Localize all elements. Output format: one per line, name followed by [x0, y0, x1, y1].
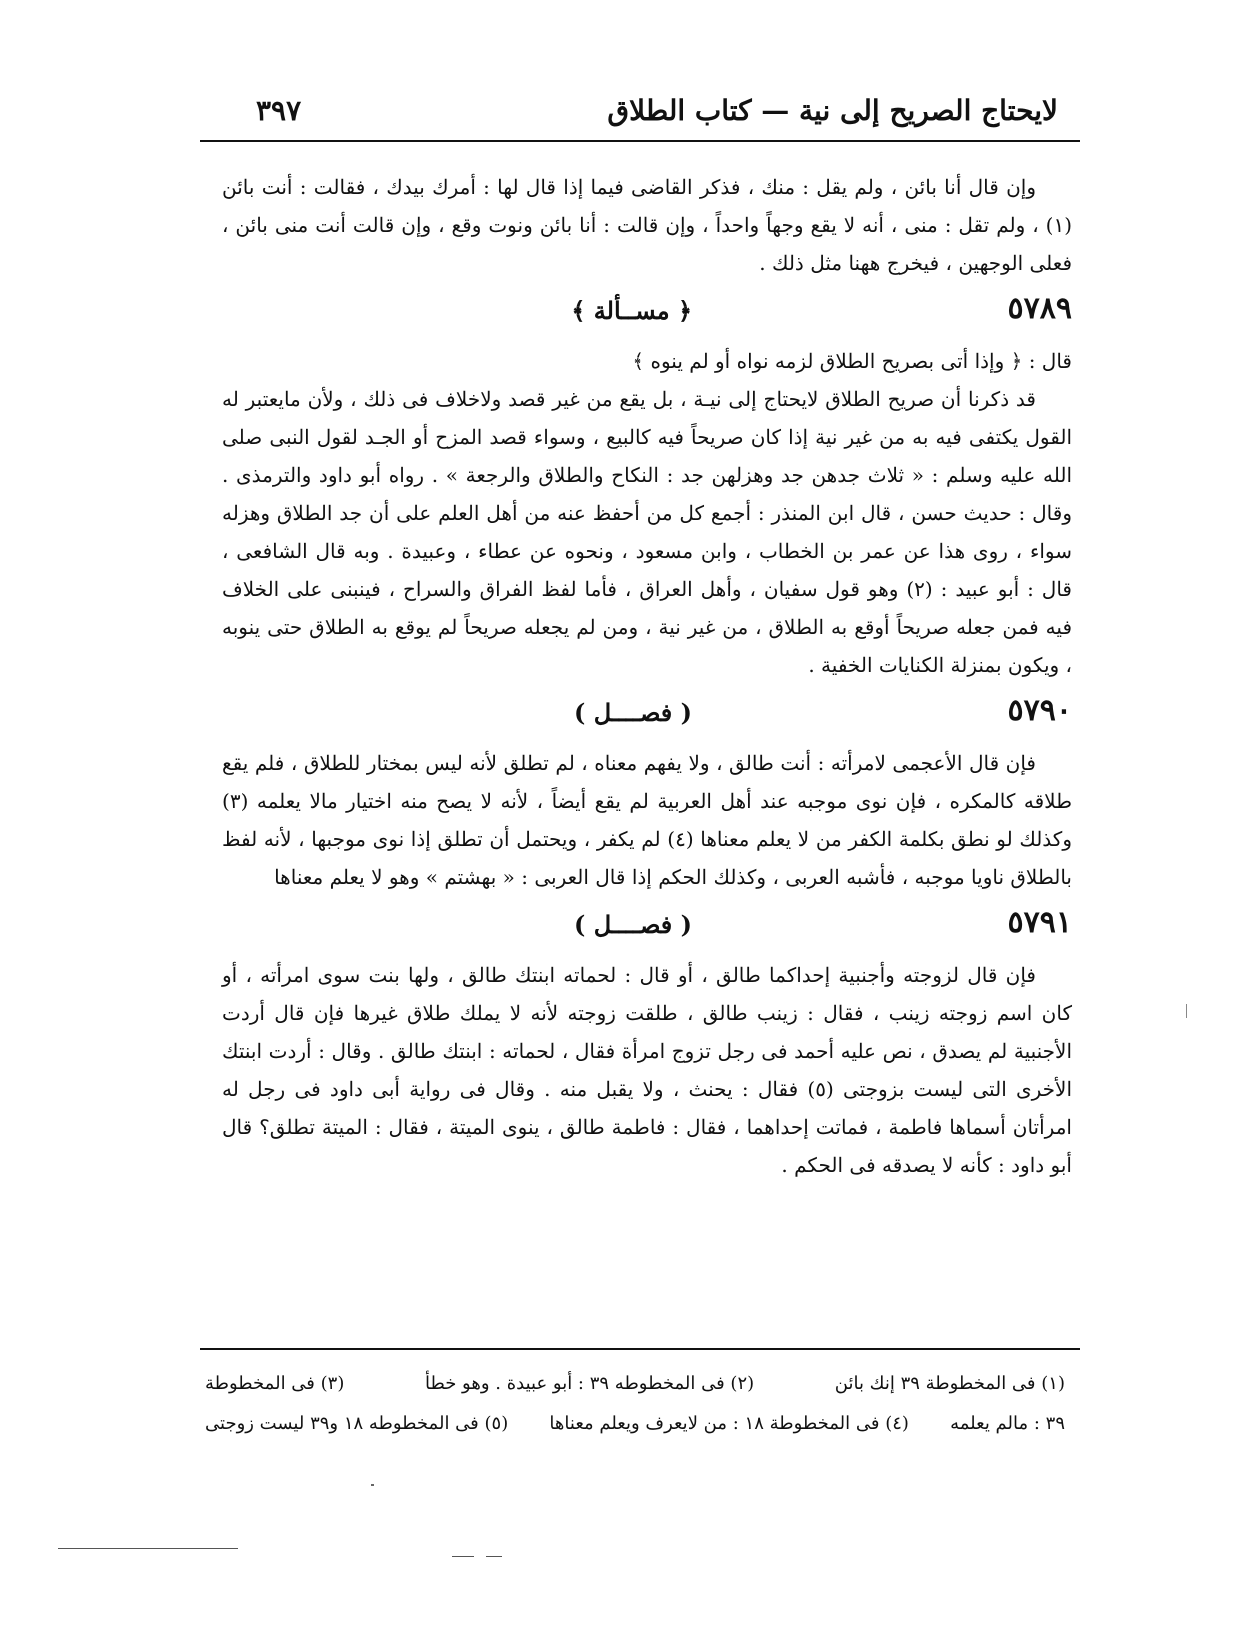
paragraph-fasl-1: فإن قال الأعجمى لامرأته : أنت طالق ، ولا يفهم معناه ، لم تطلق لأنه ليس بمختار للطلاق ، فلم يقع طلاقه كالمكره ، فإن نوى موجبه عند أهل العربية لم يقع أيضاً ، لأنه لا يصح منه اختيار مالا يعلمه (٣) وكذلك لو نطق بكلمة الكفر من لا يعلم معناها (٤) لم يكفر ، ويحتمل أن تطلق إذا نوى موجبها ، لأنه لفظ بالطلاق ناويا موجبه ، فأشبه العربى ، وكذلك الحكم إذا قال العربى : « بهشتم » وهو لا يعلم معناها: [222, 751, 1072, 889]
section-heading: ( فصــــل ): [573, 910, 692, 939]
bottom-dash: [486, 1556, 502, 1557]
footnote-1: (١) فى المخطوطة ٣٩ إنك بائن: [834, 1373, 1065, 1394]
bottom-dash: [452, 1556, 474, 1557]
footnote-2: (٢) فى المخطوطه ٣٩ : أبو عبيدة . وهو خطأ: [424, 1373, 755, 1394]
page-number: ٣٩٧: [256, 94, 302, 127]
section-heading: ﴿ مســألة ﴾: [571, 296, 692, 325]
section-heading: ( فصــــل ): [573, 698, 692, 727]
footnote-4: (٤) فى المخطوطة ١٨ : من لايعرف ويعلم معناها: [549, 1413, 909, 1434]
footnote-line: [205, 1404, 1065, 1444]
footnote-rule: [200, 1348, 1080, 1350]
page-header: [248, 88, 1078, 136]
paragraph-fasl-2: فإن قال لزوجته وأجنبية إحداكما طالق ، أو قال : لحماته ابنتك طالق ، ولها بنت سوى امرأته ، أو كان اسم زوجته زينب ، فقال : زينب طالق ، طلقت زوجته لأنه لا يملك طلاق غيرها فإن قال أردت الأجنبية لم يصدق ، نص عليه أحمد فى رجل تزوج امرأة فقال ، لحماته : ابنتك طالق . وقال : أردت ابنتك الأخرى التى ليست بزوجتى (٥) فقال : يحنث ، ولا يقبل منه . وقال فى رواية أبى داود فى رجل له امرأتان أسماها فاطمة ، فماتت إحداهما ، فقال : فاطمة طالق ، ينوى الميتة ، فقال : الميتة تطلق؟ قال أبو داود : كأنه لا يصدقه فى الحكم .: [222, 963, 1072, 1177]
footnote-5: (٥) فى المخطوطه ١٨ و٣٩ ليست زوجتى: [205, 1413, 509, 1434]
footnote-3-continued: ٣٩ : مالم يعلمه: [950, 1413, 1065, 1434]
bottom-rule: [58, 1548, 238, 1549]
running-head: لايحتاج الصريح إلى نية — كتاب الطلاق: [607, 94, 1058, 127]
paragraph-opening: وإن قال أنا بائن ، ولم يقل : منك ، فذكر القاضى فيما إذا قال لها : أمرك بيدك ، فقالت : أنت بائن (١) ، ولم تقل : منى ، أنه لا يقع وجهاً واحداً ، وإن قالت : أنا بائن ونوت وقع ، وإن قالت أنت منى بائن ، فعلى الوجهين ، فيخرج ههنا مثل ذلك .: [222, 175, 1072, 275]
section-number: ٥٧٨٩: [1007, 291, 1072, 326]
paragraph-commentary: قد ذكرنا أن صريح الطلاق لايحتاج إلى نيـة ، بل يقع من غير قصد ولاخلاف فى ذلك ، ولأن مايعتبر له القول يكتفى فيه به من غير نية إذا كان صريحاً فيه كالبيع ، وسواء قصد المزح أو الجـد لقول النبى صلى الله عليه وسلم : « ثلاث جدهن جد وهزلهن جد : النكاح والطلاق والرجعة » . رواه أبو داود والترمذى . وقال : حديث حسن ، قال ابن المنذر : أجمع كل من أحفظ عنه من أهل العلم على أن جد الطلاق وهزله سواء ، روى هذا عن عمر بن الخطاب ، وابن مسعود ، ونحوه عن عطاء ، وعبيدة . وبه قال الشافعى ، قال : أبو عبيد : (٢) وهو قول سفيان ، وأهل العراق ، فأما لفظ الفراق والسراح ، فينبنى على الخلاف فيه فمن جعله صريحاً أوقع به الطلاق ، من غير نية ، ومن لم يجعله صريحاً لم يوقع به الطلاق حتى ينوبه ، ويكون بمنزلة الكنايات الخفية .: [222, 387, 1072, 677]
section-header-5790: [222, 688, 1072, 740]
section-header-5791: [222, 900, 1072, 952]
scan-speck: [371, 1484, 374, 1486]
header-rule: [200, 140, 1080, 142]
main-text: [222, 168, 1072, 1184]
footnote-3: (٣) فى المخطوطة: [205, 1373, 345, 1394]
section-header-5789: [222, 286, 1072, 338]
footnotes: [205, 1364, 1065, 1444]
margin-mark: [1186, 1004, 1187, 1018]
footnote-line: [205, 1364, 1065, 1404]
section-number: ٥٧٩١: [1007, 905, 1072, 940]
paragraph-matn: قال : ﴿ وإذا أتى بصريح الطلاق لزمه نواه أو لم ينوه ﴾: [632, 349, 1072, 373]
section-number: ٥٧٩٠: [1007, 693, 1072, 728]
